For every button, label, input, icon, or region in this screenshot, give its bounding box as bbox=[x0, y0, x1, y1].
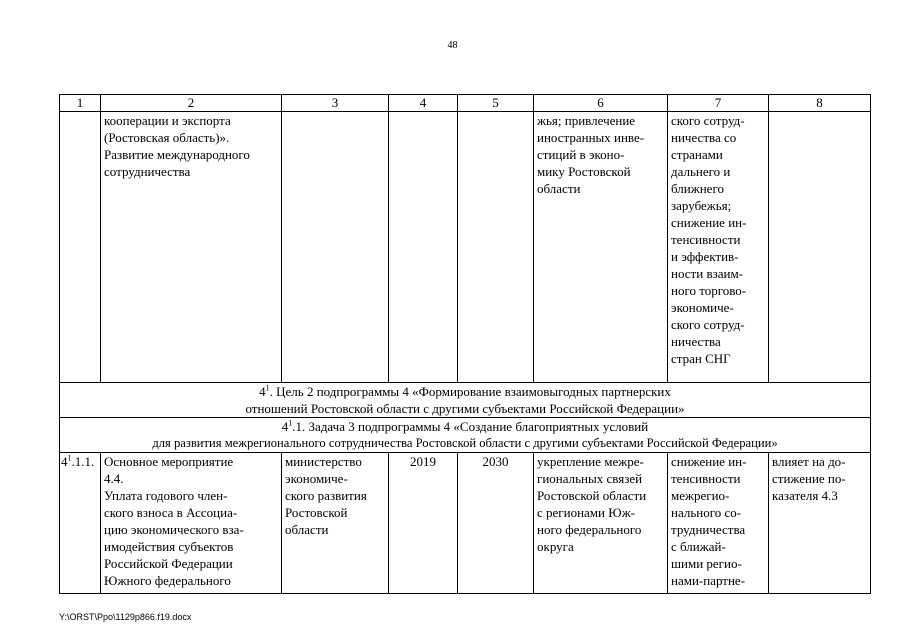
goal-number-superscript: 1 bbox=[265, 383, 270, 393]
activity-row bbox=[60, 453, 871, 594]
column-number-row bbox=[60, 95, 871, 112]
goal-line-1 bbox=[63, 383, 867, 400]
text-line: странами bbox=[671, 147, 723, 162]
goal-text: . Цель 2 подпрограммы 4 «Формирование взаимовыгодных партнерских bbox=[269, 384, 671, 399]
activity-indicator-link bbox=[769, 453, 871, 594]
text-line: нами-партне- bbox=[671, 573, 746, 588]
column-number-7: 7 bbox=[668, 95, 769, 112]
text-line: ского взноса в Ассоциа- bbox=[104, 505, 238, 520]
text-line: с регионами Юж- bbox=[537, 505, 636, 520]
activity-expected-result bbox=[534, 453, 668, 594]
text-line: тенсивности bbox=[671, 232, 741, 247]
task-number: 4 bbox=[281, 419, 289, 434]
text-line: жья; привлечение bbox=[537, 113, 636, 128]
task-row bbox=[60, 418, 871, 453]
text-line: цию экономического вза- bbox=[104, 522, 244, 537]
text-line: стран СНГ bbox=[671, 351, 731, 366]
text-line: зарубежья; bbox=[671, 198, 732, 213]
text-line: казателя 4.3 bbox=[772, 488, 838, 503]
activity-executor bbox=[282, 453, 389, 594]
text-line: мику Ростовской bbox=[537, 164, 631, 179]
continued-cell-number bbox=[60, 112, 101, 383]
text-line: трудничества bbox=[671, 522, 746, 537]
continued-cell-indicator bbox=[769, 112, 871, 383]
continued-cell-name bbox=[101, 112, 282, 383]
continued-cell-result bbox=[534, 112, 668, 383]
column-number-6: 6 bbox=[534, 95, 668, 112]
task-number-superscript: 1 bbox=[288, 418, 293, 428]
column-number-4: 4 bbox=[389, 95, 458, 112]
text-line: экономиче- bbox=[671, 300, 734, 315]
text-line: гиональных связей bbox=[537, 471, 643, 486]
text-line: (Ростовская область)». bbox=[104, 130, 230, 145]
text-line: ского сотруд- bbox=[671, 113, 745, 128]
text-line: ности взаим- bbox=[671, 266, 743, 281]
text-line: Основное мероприятие bbox=[104, 454, 234, 469]
text-line: Ростовской bbox=[285, 505, 348, 520]
column-number-5: 5 bbox=[458, 95, 534, 112]
text-line: ского сотруд- bbox=[671, 317, 745, 332]
task-line-1 bbox=[63, 418, 867, 435]
text-line: Развитие международного bbox=[104, 147, 250, 162]
text-line: кооперации и экспорта bbox=[104, 113, 231, 128]
program-table bbox=[59, 94, 871, 594]
text-line: имодействия субъектов bbox=[104, 539, 234, 554]
text-line: Ростовской области bbox=[537, 488, 647, 503]
activity-end-year: 2030 bbox=[458, 453, 534, 594]
goal-line-2: отношений Ростовской области с другими субъектами Российской Федерации» bbox=[245, 401, 685, 416]
column-number-3: 3 bbox=[282, 95, 389, 112]
goal-row bbox=[60, 383, 871, 418]
text-line: тенсивности bbox=[671, 471, 741, 486]
continued-cell-executor bbox=[282, 112, 389, 383]
text-line: сотрудничества bbox=[104, 164, 191, 179]
goal-number: 4 bbox=[259, 384, 266, 399]
task-heading bbox=[60, 418, 871, 453]
text-line: Уплата годового член- bbox=[104, 488, 228, 503]
text-line: снижение ин- bbox=[671, 215, 747, 230]
text-line: округа bbox=[537, 539, 574, 554]
text-line: стиций в эконо- bbox=[537, 147, 625, 162]
page-number: 48 bbox=[447, 40, 458, 51]
text-line: нального со- bbox=[671, 505, 742, 520]
text-line: укрепление межре- bbox=[537, 454, 644, 469]
continued-cell-end bbox=[458, 112, 534, 383]
activity-number: $4^1.1.1$. bbox=[60, 453, 101, 594]
text-line: министерство bbox=[285, 454, 362, 469]
activity-name bbox=[101, 453, 282, 594]
text-line: шими регио- bbox=[671, 556, 742, 571]
text-line: Российской Федерации bbox=[104, 556, 233, 571]
column-number-2: 2 bbox=[101, 95, 282, 112]
text-line: ничества bbox=[671, 334, 721, 349]
text-line: снижение ин- bbox=[671, 454, 747, 469]
continued-table-row bbox=[60, 112, 871, 383]
text-line: с ближай- bbox=[671, 539, 726, 554]
text-line: области bbox=[537, 181, 581, 196]
column-number-8: 8 bbox=[769, 95, 871, 112]
text-line: области bbox=[285, 522, 329, 537]
activity-start-year: 2019 bbox=[389, 453, 458, 594]
text-line: ного торгово- bbox=[671, 283, 747, 298]
column-number-1: 1 bbox=[60, 95, 101, 112]
text-line: ничества со bbox=[671, 130, 737, 145]
text-line: ного федерального bbox=[537, 522, 642, 537]
text-line: Южного федерального bbox=[104, 573, 231, 588]
text-line: и эффектив- bbox=[671, 249, 739, 264]
continued-cell-start bbox=[389, 112, 458, 383]
task-text: .1. Задача 3 подпрограммы 4 «Создание благоприятных условий bbox=[292, 419, 649, 434]
continued-cell-consequences bbox=[668, 112, 769, 383]
footer-file-path: Y:\ORST\Ppo\1129p866.f19.docx bbox=[59, 612, 192, 622]
text-line: межрегио- bbox=[671, 488, 730, 503]
text-line: стижение по- bbox=[772, 471, 846, 486]
text-line: ближнего bbox=[671, 181, 724, 196]
text-line: 4.4. bbox=[104, 471, 124, 486]
text-line: экономиче- bbox=[285, 471, 348, 486]
task-line-2: для развития межрегионального сотрудничества Ростовской области с другими субъектами Российской Федерации» bbox=[152, 436, 778, 450]
text-line: влияет на до- bbox=[772, 454, 846, 469]
text-line: ского развития bbox=[285, 488, 367, 503]
text-line: дальнего и bbox=[671, 164, 731, 179]
text-line: иностранных инве- bbox=[537, 130, 645, 145]
activity-consequences bbox=[668, 453, 769, 594]
goal-heading bbox=[60, 383, 871, 418]
